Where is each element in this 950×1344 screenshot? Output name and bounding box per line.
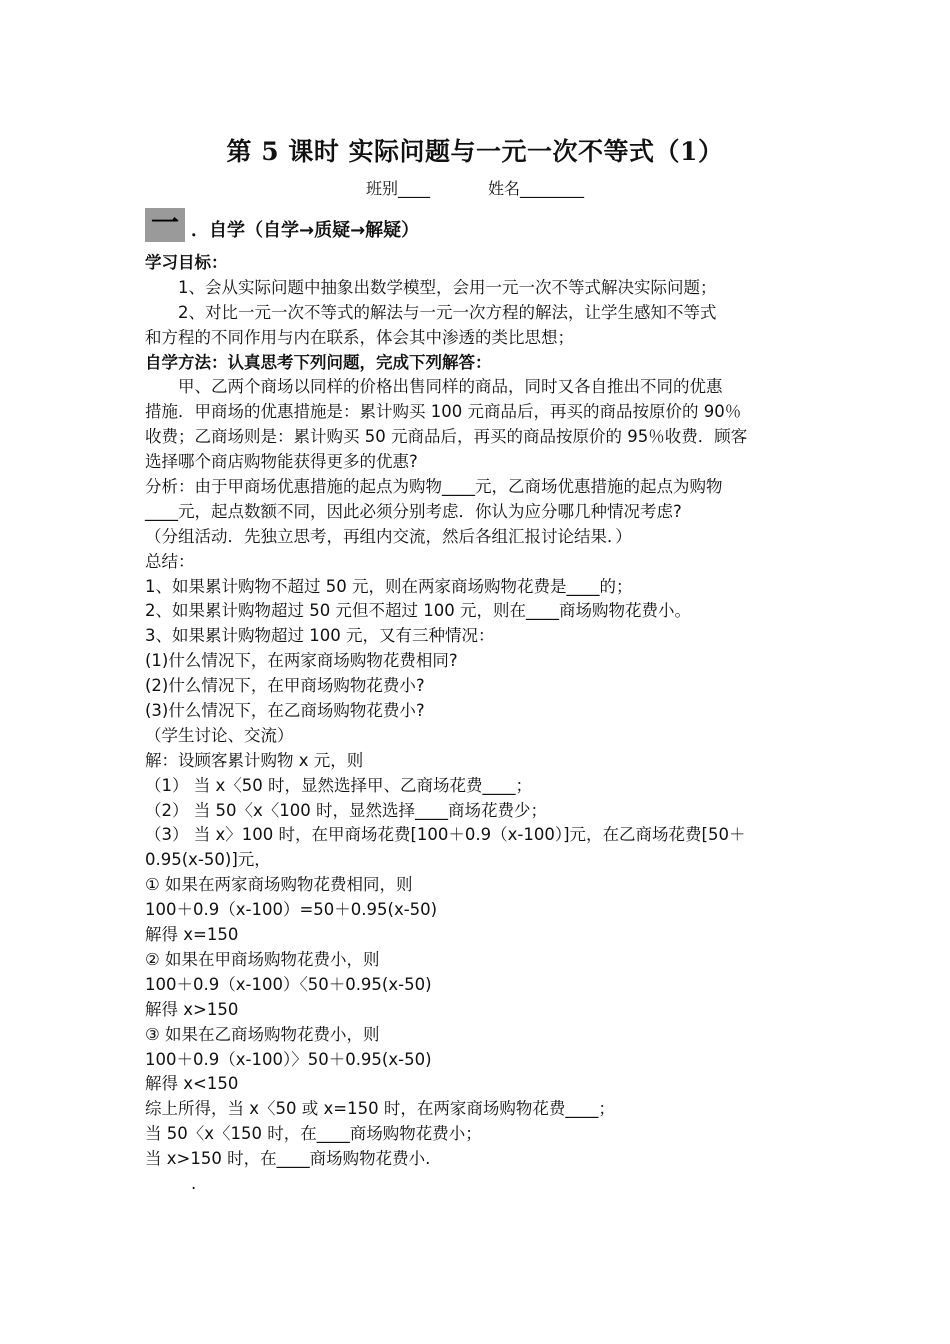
analysis-line-1: 分析：由于甲商场优惠措施的起点为购物____元，乙商场优惠措施的起点为购物 — [145, 477, 723, 497]
page-title: 第 5 课时 实际问题与一元一次不等式（1） — [226, 137, 724, 166]
equation-1: 100＋0.9（x-100）=50＋0.95(x-50) — [145, 900, 438, 920]
case-question-3: (3)什么情况下，在乙商场购物花费小? — [145, 701, 425, 721]
solution-case-1: （1） 当 x〈50 时，显然选择甲、乙商场花费____； — [145, 775, 532, 795]
result-2: 解得 x>150 — [145, 999, 239, 1019]
section-label: ．自学（自学→质疑→解疑） — [191, 220, 420, 241]
result-1: 解得 x=150 — [145, 925, 239, 945]
objective-2: 2、对比一元一次不等式的解法与一元一次方程的解法，让学生感知不等式 — [178, 302, 717, 322]
name-field: 姓名________ — [488, 179, 585, 198]
student-info-line — [0, 176, 950, 199]
heading-method: 自学方法：认真思考下列问题，完成下列解答： — [145, 352, 492, 372]
body-text — [145, 251, 810, 1197]
summary-1: 1、如果累计购物不超过 50 元，则在两家商场购物花费是____的； — [145, 576, 633, 596]
activity-note: （分组活动．先独立思考，再组内交流，然后各组汇报讨论结果．） — [145, 526, 632, 546]
analysis-line-2: ____元，起点数额不同，因此必须分别考虑．你认为应分哪几种情况考虑? — [145, 501, 682, 521]
sub-case-1: ① 如果在两家商场购物花费相同，则 — [145, 875, 413, 895]
sub-case-3: ③ 如果在乙商场购物花费小，则 — [145, 1024, 380, 1044]
solution-case-2: （2） 当 50〈x〈100 时，显然选择____商场花费少； — [145, 800, 547, 820]
case-question-2: (2)什么情况下，在甲商场购物花费小? — [145, 676, 425, 696]
inequality-2: 100＋0.9（x-100）〈50＋0.95(x-50) — [145, 974, 432, 994]
summary-heading: 总结： — [145, 551, 195, 571]
section-number: 一 — [145, 208, 185, 242]
solution-case-3: （3） 当 x〉100 时，在甲商场花费[100＋0.9（x-100）]元，在乙商场花费[50＋ — [145, 825, 746, 845]
heading-objectives: 学习目标： — [145, 253, 228, 272]
problem-line-4: 选择哪个商店购物能获得更多的优惠? — [145, 452, 418, 472]
objective-1: 1、会从实际问题中抽象出数学模型，会用一元一次不等式解决实际问题； — [178, 277, 717, 297]
inequality-3: 100＋0.9（x-100）〉50＋0.95(x-50) — [145, 1049, 432, 1069]
discussion-note: （学生讨论、交流） — [145, 725, 294, 745]
class-field: 班别____ — [365, 179, 430, 198]
summary-3: 3、如果累计购物超过 100 元，又有三种情况： — [145, 626, 495, 646]
case-question-1: (1)什么情况下，在两家商场购物花费相同? — [145, 651, 458, 671]
objective-2-cont: 和方程的不同作用与内在联系，体会其中渗透的类比思想； — [145, 327, 574, 347]
conclusion-3: 当 x>150 时，在____商场购物花费小. — [145, 1149, 431, 1169]
conclusion-2: 当 50〈x〈150 时，在____商场购物花费小； — [145, 1124, 482, 1144]
conclusion-1: 综上所得，当 x〈50 或 x=150 时，在两家商场购物花费____； — [145, 1099, 615, 1119]
problem-line-3: 收费；乙商场则是：累计购买 50 元商品后，再买的商品按原价的 95％收费．顾客 — [145, 427, 748, 447]
result-3: 解得 x<150 — [145, 1074, 239, 1094]
solution-case-3-cont: 0.95(x-50)]元， — [145, 850, 271, 870]
solution-intro: 解：设顾客累计购物 x 元，则 — [145, 750, 364, 770]
sub-case-2: ② 如果在甲商场购物花费小，则 — [145, 949, 380, 969]
problem-line-1: 甲、乙两个商场以同样的价格出售同样的商品，同时又各自推出不同的优惠 — [178, 377, 723, 397]
trailing-dot: . — [191, 1173, 197, 1193]
summary-2: 2、如果累计购物超过 50 元但不超过 100 元，则在____商场购物花费小。 — [145, 601, 691, 621]
problem-line-2: 措施．甲商场的优惠措施是：累计购买 100 元商品后，再买的商品按原价的 90％ — [145, 402, 742, 422]
